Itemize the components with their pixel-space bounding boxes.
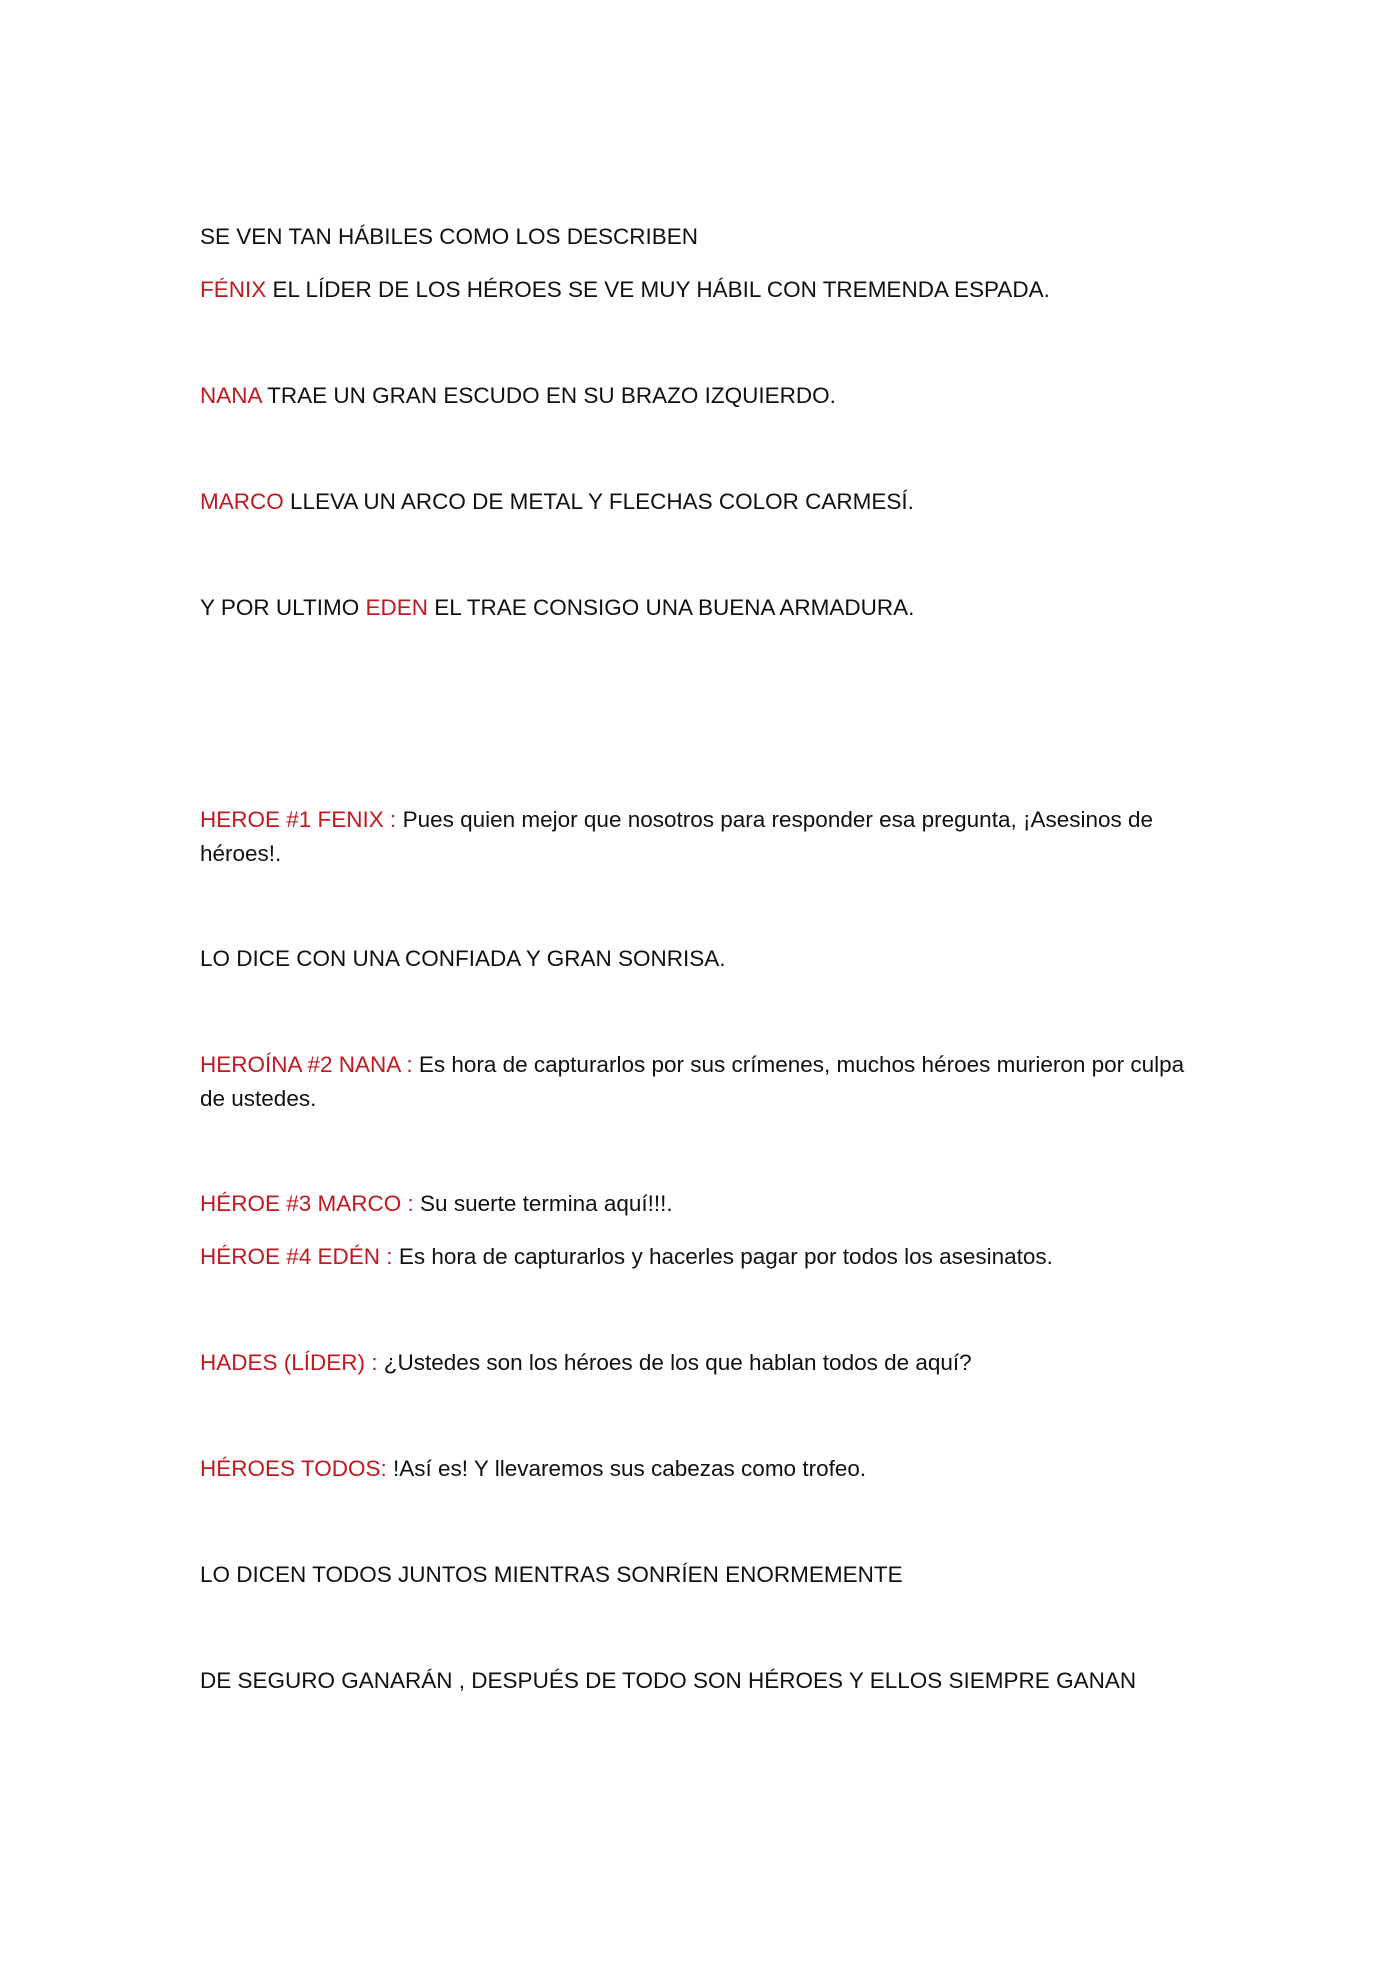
narration-text: SE VEN TAN HÁBILES COMO LOS DESCRIBEN (200, 224, 699, 249)
narration-text: DE SEGURO GANARÁN , DESPUÉS DE TODO SON HÉROES Y ELLOS SIEMPRE GANAN (200, 1668, 1137, 1693)
speaker-label: HÉROES TODOS: (200, 1456, 387, 1481)
dialogue-text: Es hora de capturarlos y hacerles pagar por todos los asesinatos. (392, 1244, 1053, 1269)
dialogue-text: ¿Ustedes son los héroes de los que hablan todos de aquí? (377, 1350, 972, 1375)
character-name: NANA (200, 383, 262, 408)
dialogue-hero-1 (200, 803, 1200, 871)
speaker-label: HADES (LÍDER) : (200, 1350, 378, 1375)
paragraph-narration-4 (200, 1664, 1200, 1698)
speaker-label: HEROÍNA #2 NANA : (200, 1052, 413, 1077)
character-name: MARCO (200, 489, 284, 514)
speaker-label: HÉROE #3 MARCO : (200, 1191, 414, 1216)
description-text: EL LÍDER DE LOS HÉROES SE VE MUY HÁBIL CON TREMENDA ESPADA. (266, 277, 1050, 302)
description-text: EL TRAE CONSIGO UNA BUENA ARMADURA. (427, 595, 915, 620)
speaker-label: HEROE #1 FENIX : (200, 807, 397, 832)
character-name: EDEN (365, 595, 428, 620)
dialogue-text: Es hora de capturarlos por sus crímenes, muchos héroes murieron por culpa de ustedes. (200, 1052, 1185, 1111)
description-text: TRAE UN GRAN ESCUDO EN SU BRAZO IZQUIERDO. (261, 383, 836, 408)
paragraph-eden-description (200, 591, 1200, 625)
paragraph-nana-description (200, 379, 1200, 413)
dialogue-hades (200, 1346, 1200, 1380)
paragraph-narration-2 (200, 942, 1200, 976)
dialogue-hero-2 (200, 1048, 1200, 1116)
dialogue-text: !Así es! Y llevaremos sus cabezas como trofeo. (386, 1456, 867, 1481)
paragraph-narration-1 (200, 220, 1200, 254)
dialogue-hero-3 (200, 1187, 1200, 1221)
paragraph-marco-description (200, 485, 1200, 519)
dialogue-hero-4 (200, 1240, 1200, 1274)
narration-text: LO DICE CON UNA CONFIADA Y GRAN SONRISA. (200, 946, 726, 971)
paragraph-fenix-description (200, 273, 1200, 307)
dialogue-text: Pues quien mejor que nosotros para responder esa pregunta, ¡Asesinos de héroes!. (200, 807, 1154, 866)
character-name: FÉNIX (200, 277, 267, 302)
dialogue-text: Su suerte termina aquí!!!. (413, 1191, 673, 1216)
dialogue-heroes-all (200, 1452, 1200, 1486)
narration-text: LO DICEN TODOS JUNTOS MIENTRAS SONRÍEN ENORMEMENTE (200, 1562, 903, 1587)
description-text: LLEVA UN ARCO DE METAL Y FLECHAS COLOR CARMESÍ. (283, 489, 914, 514)
description-prefix: Y POR ULTIMO (200, 595, 366, 620)
paragraph-narration-3 (200, 1558, 1200, 1592)
speaker-label: HÉROE #4 EDÉN : (200, 1244, 393, 1269)
